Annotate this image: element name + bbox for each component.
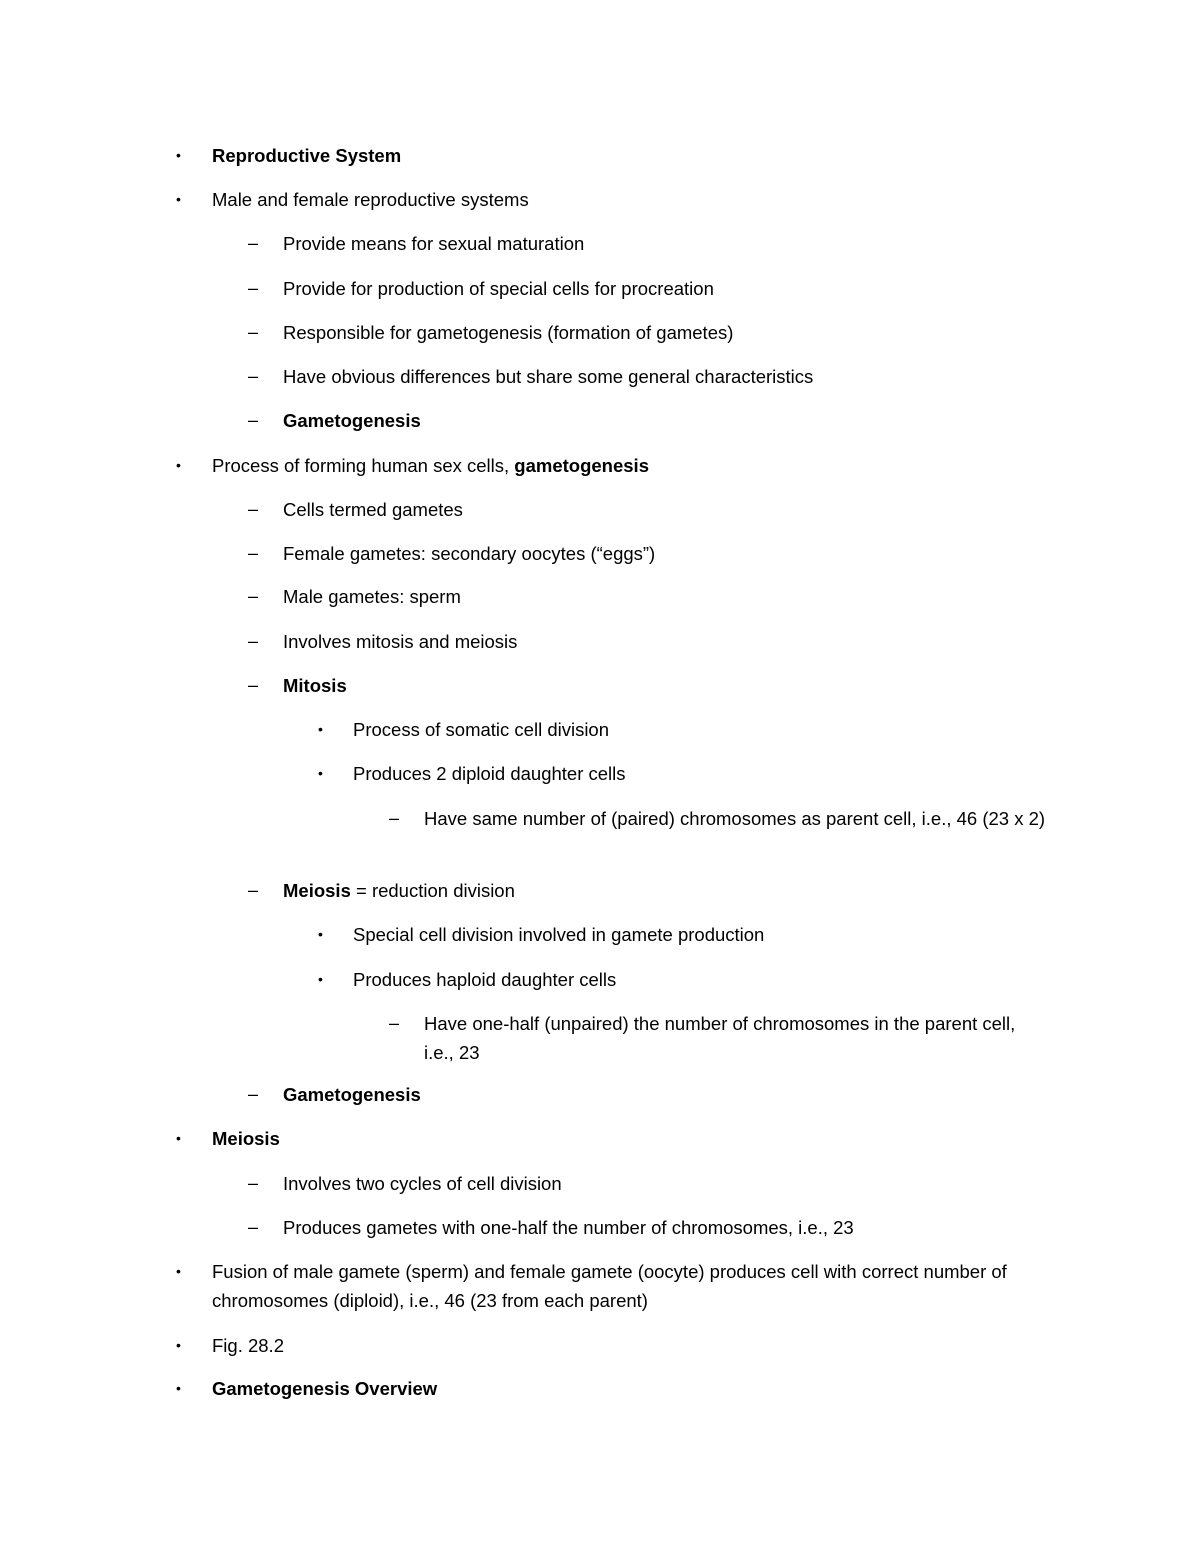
bold-text: gametogenesis bbox=[514, 455, 649, 476]
outline-item-text bbox=[353, 920, 1053, 949]
bullet-icon: • bbox=[318, 971, 323, 987]
bold-text: Gametogenesis Overview bbox=[212, 1378, 438, 1399]
outline-item-text bbox=[424, 1009, 1024, 1067]
dash-icon: – bbox=[248, 543, 259, 563]
dash-icon: – bbox=[248, 366, 259, 386]
body-text: Responsible for gametogenesis (formation of gametes) bbox=[283, 322, 734, 343]
body-text: Involves mitosis and meiosis bbox=[283, 631, 518, 652]
body-text: Fig. 28.2 bbox=[212, 1335, 284, 1356]
dash-icon: – bbox=[248, 410, 259, 430]
bullet-icon: • bbox=[176, 147, 181, 163]
outline-item-text bbox=[283, 671, 1083, 700]
outline-item-text bbox=[212, 185, 1112, 214]
outline-item-text bbox=[212, 1124, 1112, 1153]
body-text: Process of somatic cell division bbox=[353, 719, 610, 740]
bold-text: Meiosis bbox=[283, 880, 351, 901]
outline-item-text bbox=[212, 451, 1112, 480]
outline-item-text bbox=[283, 362, 1083, 391]
bold-text: Mitosis bbox=[283, 675, 347, 696]
outline-item-text bbox=[283, 406, 1083, 435]
outline-item-text bbox=[283, 539, 1083, 568]
bullet-icon: • bbox=[318, 926, 323, 942]
bold-text: Meiosis bbox=[212, 1128, 280, 1149]
outline-item-text bbox=[283, 1080, 1083, 1109]
dash-icon: – bbox=[389, 808, 400, 828]
outline-item-text bbox=[283, 582, 1083, 611]
bullet-icon: • bbox=[176, 1263, 181, 1279]
outline-item-text bbox=[283, 495, 1083, 524]
body-text: Female gametes: secondary oocytes (“eggs”) bbox=[283, 543, 656, 564]
body-text: Special cell division involved in gamete production bbox=[353, 924, 765, 945]
body-text: Have obvious differences but share some general characteristics bbox=[283, 366, 814, 387]
outline-item-text bbox=[283, 1169, 1083, 1198]
dash-icon: – bbox=[248, 675, 259, 695]
dash-icon: – bbox=[248, 880, 259, 900]
body-text: Produces haploid daughter cells bbox=[353, 969, 617, 990]
bullet-icon: • bbox=[176, 1130, 181, 1146]
outline-item-text bbox=[283, 274, 1083, 303]
bullet-icon: • bbox=[176, 1380, 181, 1396]
outline-item-text bbox=[283, 627, 1083, 656]
bold-text: Gametogenesis bbox=[283, 410, 421, 431]
body-text: Have one-half (unpaired) the number of chromosomes in the parent cell, i.e., 23 bbox=[424, 1013, 1016, 1063]
dash-icon: – bbox=[248, 1217, 259, 1237]
outline-item-text bbox=[212, 1331, 1112, 1360]
dash-icon: – bbox=[248, 233, 259, 253]
body-text: Produces 2 diploid daughter cells bbox=[353, 763, 626, 784]
body-text: Fusion of male gamete (sperm) and female gamete (oocyte) produces cell with correct number of chromosomes (diploid), i.e., 46 (23 from each parent) bbox=[212, 1261, 1007, 1311]
body-text: = reduction division bbox=[350, 880, 515, 901]
dash-icon: – bbox=[389, 1013, 400, 1033]
dash-icon: – bbox=[248, 631, 259, 651]
body-text: Process of forming human sex cells, bbox=[212, 455, 515, 476]
body-text: Male gametes: sperm bbox=[283, 586, 461, 607]
body-text: Provide for production of special cells for procreation bbox=[283, 278, 714, 299]
outline-item-text bbox=[283, 876, 1083, 905]
body-text: Provide means for sexual maturation bbox=[283, 233, 585, 254]
outline-item-text bbox=[283, 229, 1083, 258]
body-text: Produces gametes with one-half the number of chromosomes, i.e., 23 bbox=[283, 1217, 854, 1238]
outline-item-text bbox=[353, 759, 1053, 788]
outline-item-text bbox=[283, 318, 1083, 347]
bullet-icon: • bbox=[176, 457, 181, 473]
outline-item-text bbox=[424, 804, 1064, 833]
outline-item-text bbox=[212, 1257, 1042, 1315]
outline-item-text bbox=[212, 1374, 1112, 1403]
dash-icon: – bbox=[248, 278, 259, 298]
bullet-icon: • bbox=[176, 191, 181, 207]
outline-item-text bbox=[283, 1213, 1083, 1242]
body-text: Involves two cycles of cell division bbox=[283, 1173, 562, 1194]
body-text: Have same number of (paired) chromosomes as parent cell, i.e., 46 (23 x 2) bbox=[424, 808, 1046, 829]
bullet-icon: • bbox=[176, 1337, 181, 1353]
bullet-icon: • bbox=[318, 721, 323, 737]
bullet-icon: • bbox=[318, 765, 323, 781]
dash-icon: – bbox=[248, 586, 259, 606]
dash-icon: – bbox=[248, 1084, 259, 1104]
dash-icon: – bbox=[248, 499, 259, 519]
outline-item-text bbox=[212, 141, 1112, 170]
bold-text: Gametogenesis bbox=[283, 1084, 421, 1105]
bold-text: Reproductive System bbox=[212, 145, 402, 166]
dash-icon: – bbox=[248, 322, 259, 342]
body-text: Male and female reproductive systems bbox=[212, 189, 529, 210]
body-text: Cells termed gametes bbox=[283, 499, 463, 520]
outline-item-text bbox=[353, 965, 1053, 994]
outline-item-text bbox=[353, 715, 1053, 744]
dash-icon: – bbox=[248, 1173, 259, 1193]
